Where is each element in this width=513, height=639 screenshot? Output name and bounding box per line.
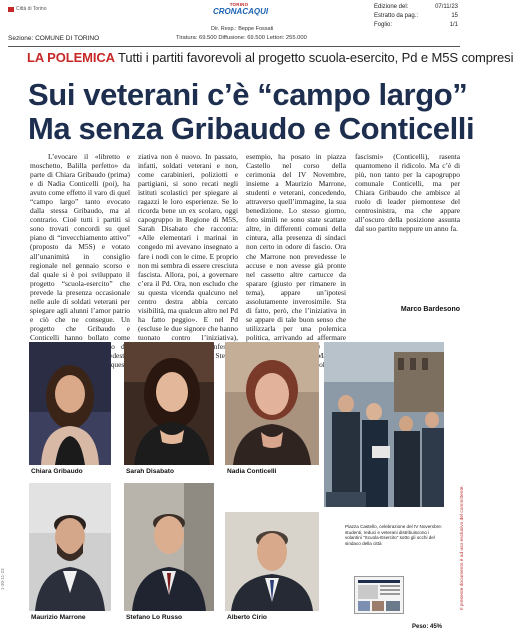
column-text: L’evocare il «libretto e moschetto, Balilla perfetto» da parte di Chiara Gribaudo (prima) e di Nadia Conticelli (poi), ha avuto come effetto il varo di quel “campo largo” tanto evocato dalla stessa Gribaudo, ma al contrario. Cioè tutti i partiti si sono trovati concordi su quel piano di “invecchiamento attivo” (proposto da M5S) e votato all’unanimità in consiglio regionale nel gennaio scorso e dal quale si è poi sviluppato il progetto “scuola-esercito” che prevede la presenza occasionale nelle aule di soldati veterani per spiegare agli alunni l’amor patrio e ciò che ne consegue. Un progetto che Gribaudo e Conticelli hanno bollato come «destra questo	[30, 152, 130, 370]
masthead-city: TORINO	[229, 2, 249, 7]
headline-line-2: Ma senza Gribaudo e Conticelli	[28, 111, 475, 146]
meta-label: Foglio:	[374, 21, 393, 28]
kicker	[27, 50, 513, 65]
headline	[28, 77, 475, 146]
thumbnail-image	[355, 577, 403, 613]
caption-sarah-disabato: Sarah Disabato	[126, 468, 175, 475]
photo-alberto-cirio	[225, 512, 319, 611]
caption-nadia-conticelli: Nadia Conticelli	[227, 468, 277, 475]
circulation: Tiratura: 69.500 Diffusione: 69.500 Lettori: 255.000	[176, 35, 307, 41]
caption-maurizio-marrone: Maurizio Marrone	[31, 614, 86, 621]
meta-row	[374, 21, 458, 30]
meta-row	[374, 12, 458, 21]
caption-chiara-gribaudo: Chiara Gribaudo	[31, 468, 83, 475]
author-signature: Marco Bardesono	[400, 306, 460, 313]
logo-text: Città di Torino	[16, 6, 47, 12]
column-text: esempio, ha posato in piazza Castello nel corso della cerimonia del IV Novembre, insieme a Maurizio Marrone, studenti e veterani, concedendo, attraverso quell’immagine, la sua benedizione. Lo stesso giorno, foto simili ne sono state scattate altre, in differenti comuni della cintura, alla presenza di sindaci non certo in odore di fascio. Ora che Marrone non prevedesse le accuse e non avesse già pronte nel cassetto altre cartucce da sparare (giusto per rimanere in tema), appare un’ipotesi assolutamente inverosimile. Sta di fatto, però, che l’iniziativa in se appare di tale buon senso che utilizzarla per una polemica politica, arrivando ad affermare	[246, 152, 346, 342]
edition-meta	[374, 3, 458, 29]
photo-chiara-gribaudo	[29, 342, 111, 465]
meta-value: 15	[451, 12, 458, 19]
masthead-title: CRONACAQUI	[213, 7, 269, 16]
meta-value: 1/1	[449, 21, 458, 28]
portrait-image	[29, 483, 111, 611]
meta-label: Edizione del:	[374, 4, 409, 10]
page-header	[0, 0, 470, 46]
event-image	[324, 342, 444, 507]
photo-stefano-lo-russo	[124, 483, 214, 611]
header-divider	[8, 46, 460, 47]
masthead	[213, 2, 269, 16]
article-column-3	[246, 152, 346, 342]
caption-stefano-lo-russo: Stefano Lo Russo	[126, 614, 183, 621]
kicker-tag: LA POLEMICA	[27, 50, 115, 65]
meta-value: 07/11/23	[435, 4, 458, 10]
event-photo-caption: Piazza Castello, celebrazione del IV Novembre: studenti, reduci e veterani distribuiscono i volantini “Scuola-Esercito” sotto gli occhi del sindaco della città	[345, 524, 443, 546]
usage-notice: Il presente documento è ad uso esclusivo del committente.	[460, 485, 465, 610]
section-label: Sezione: COMUNE DI TORINO	[8, 35, 100, 42]
meta-label: Estratto da pag.:	[374, 12, 419, 19]
portrait-image	[225, 512, 319, 611]
caption-alberto-cirio: Alberto Cirio	[227, 614, 267, 621]
page-thumbnail	[354, 576, 404, 614]
column-text: ziativa non è nuovo. In passato, infatti, soldati veterani e non, come carabinieri, poliziotti e partigiani, si sono recati negli istituti scolastici per spiegare ai ragazzi le loro esperienze. Se lo ricorda bene un ex scolaro, oggi capogruppo in Regione di M5S, Sarah Disabato che racconta: «Alle elementari i marinai in congedo mi avevano insegnato a fare i nodi con le cime. E proprio non mi sembra di essere cresciuta fascista. Allora, poi, a governare c’era il Pd. Ora, non escludo che su questa vicenda qualcuno nel centro destra abbia cercato visibilità, ma qualcun altro nel Pd ha fatto peggio». E nel Pd (escluse le due signore che hanno tuonato contro l’iniziativa), sconfessato	[138, 152, 238, 351]
photo-nadia-conticelli	[225, 342, 319, 465]
crest-icon	[8, 7, 14, 12]
director: Dir. Resp.: Beppe Fossati	[211, 26, 274, 32]
article-column-1	[30, 152, 130, 370]
article-body	[30, 152, 462, 370]
portrait-image	[124, 483, 214, 611]
page-weight: Peso: 45%	[412, 624, 443, 630]
portrait-image	[124, 342, 214, 465]
headline-line-1: Sui veterani c’è “campo largo”	[28, 77, 468, 112]
side-code: 1-30-11-23	[0, 568, 5, 590]
city-logo	[8, 6, 46, 12]
portrait-image	[225, 342, 319, 465]
portrait-image	[29, 342, 111, 465]
photo-piazza-castello	[324, 342, 444, 507]
kicker-text: Tutti i partiti favorevoli al progetto scuola-esercito, Pd e M5S compresi	[117, 50, 513, 65]
meta-row	[374, 3, 458, 12]
photo-sarah-disabato	[124, 342, 214, 465]
column-text: fascismi» (Conticelli), rasenta quantomeno il ridicolo. Ma c’è di più, non tanto per la capogruppo comunale Conticelli, ma per Chiara Gribaudo che ambisce al ruolo di leader piemontese del centrosinistra, ma che appare all’oscuro della posizione assunta dal suo partito neppure un anno fa.	[355, 152, 460, 234]
article-column-2	[138, 152, 238, 351]
photo-maurizio-marrone	[29, 483, 111, 611]
